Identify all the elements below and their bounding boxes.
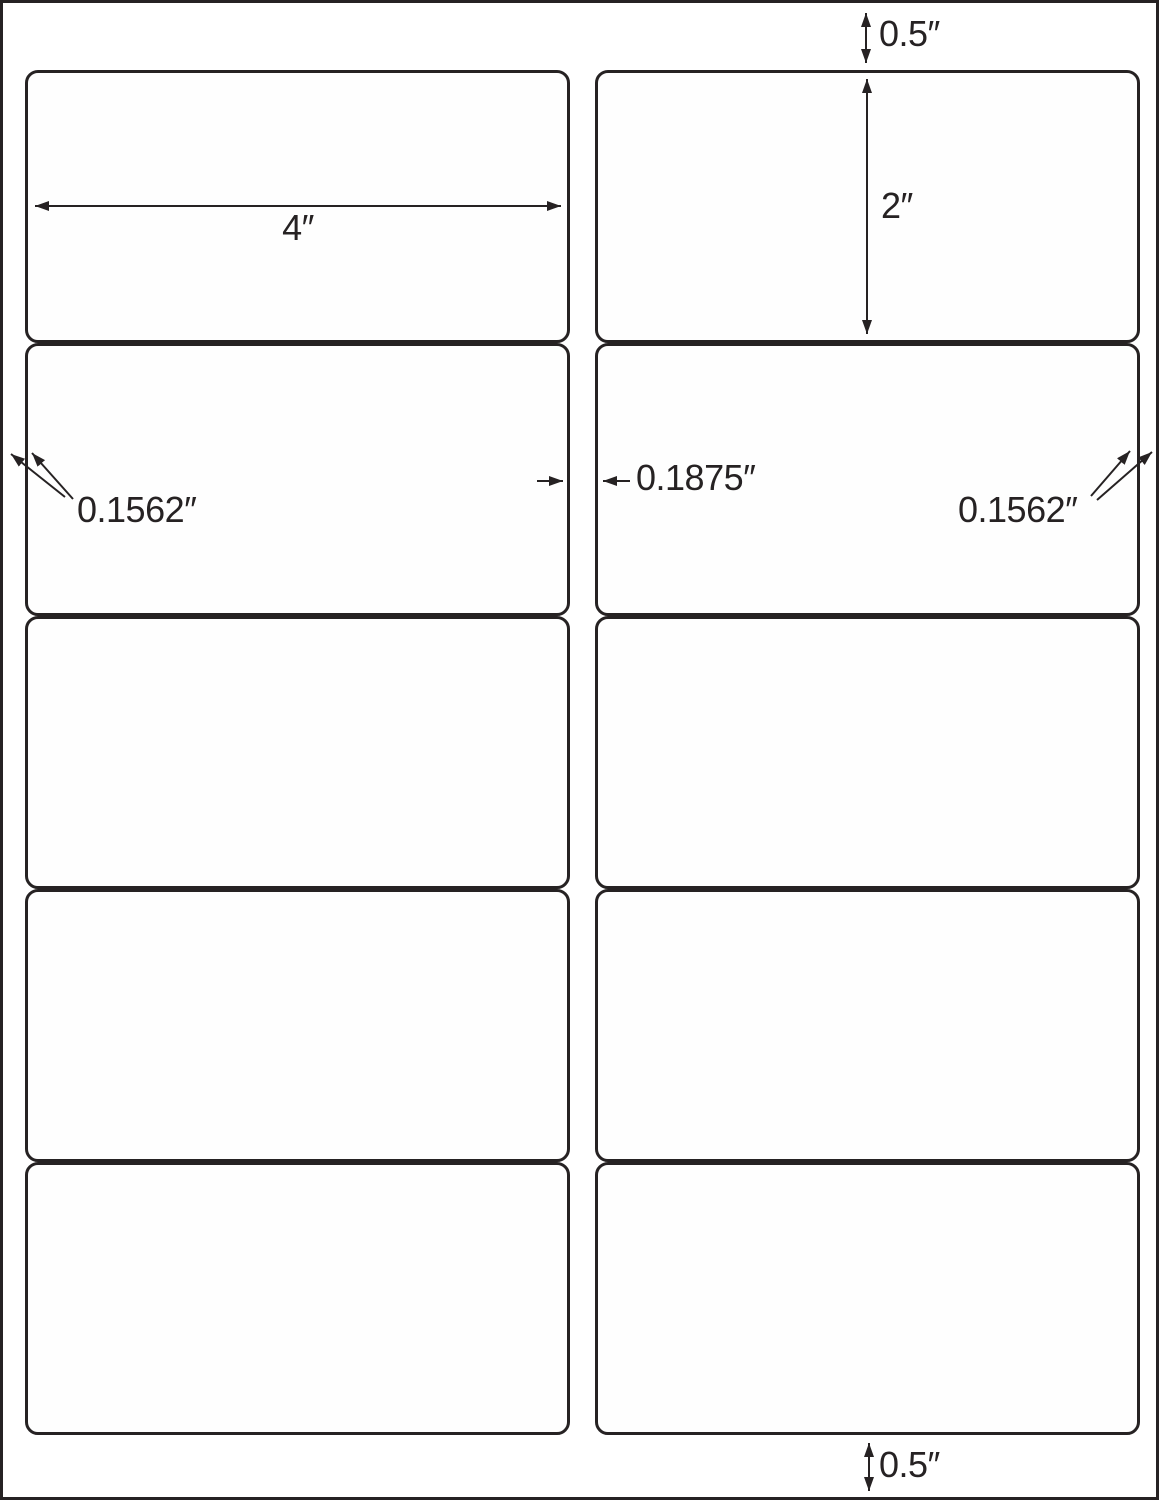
label-cell [595,1162,1140,1435]
label-height-dimension: 2″ [881,185,913,226]
column-gap-dimension: 0.1875″ [636,457,756,498]
label-cell [595,616,1140,889]
label-cell [25,889,570,1162]
label-cell [595,70,1140,343]
label-width-dimension: 4″ [282,207,314,248]
label-cell [25,616,570,889]
label-cell [595,889,1140,1162]
right-margin-dimension: 0.1562″ [958,489,1078,530]
label-cell [25,1162,570,1435]
bottom-margin-dimension: 0.5″ [879,1444,940,1485]
left-margin-dimension: 0.1562″ [77,489,197,530]
label-cell [25,343,570,616]
top-margin-dimension: 0.5″ [879,13,940,54]
